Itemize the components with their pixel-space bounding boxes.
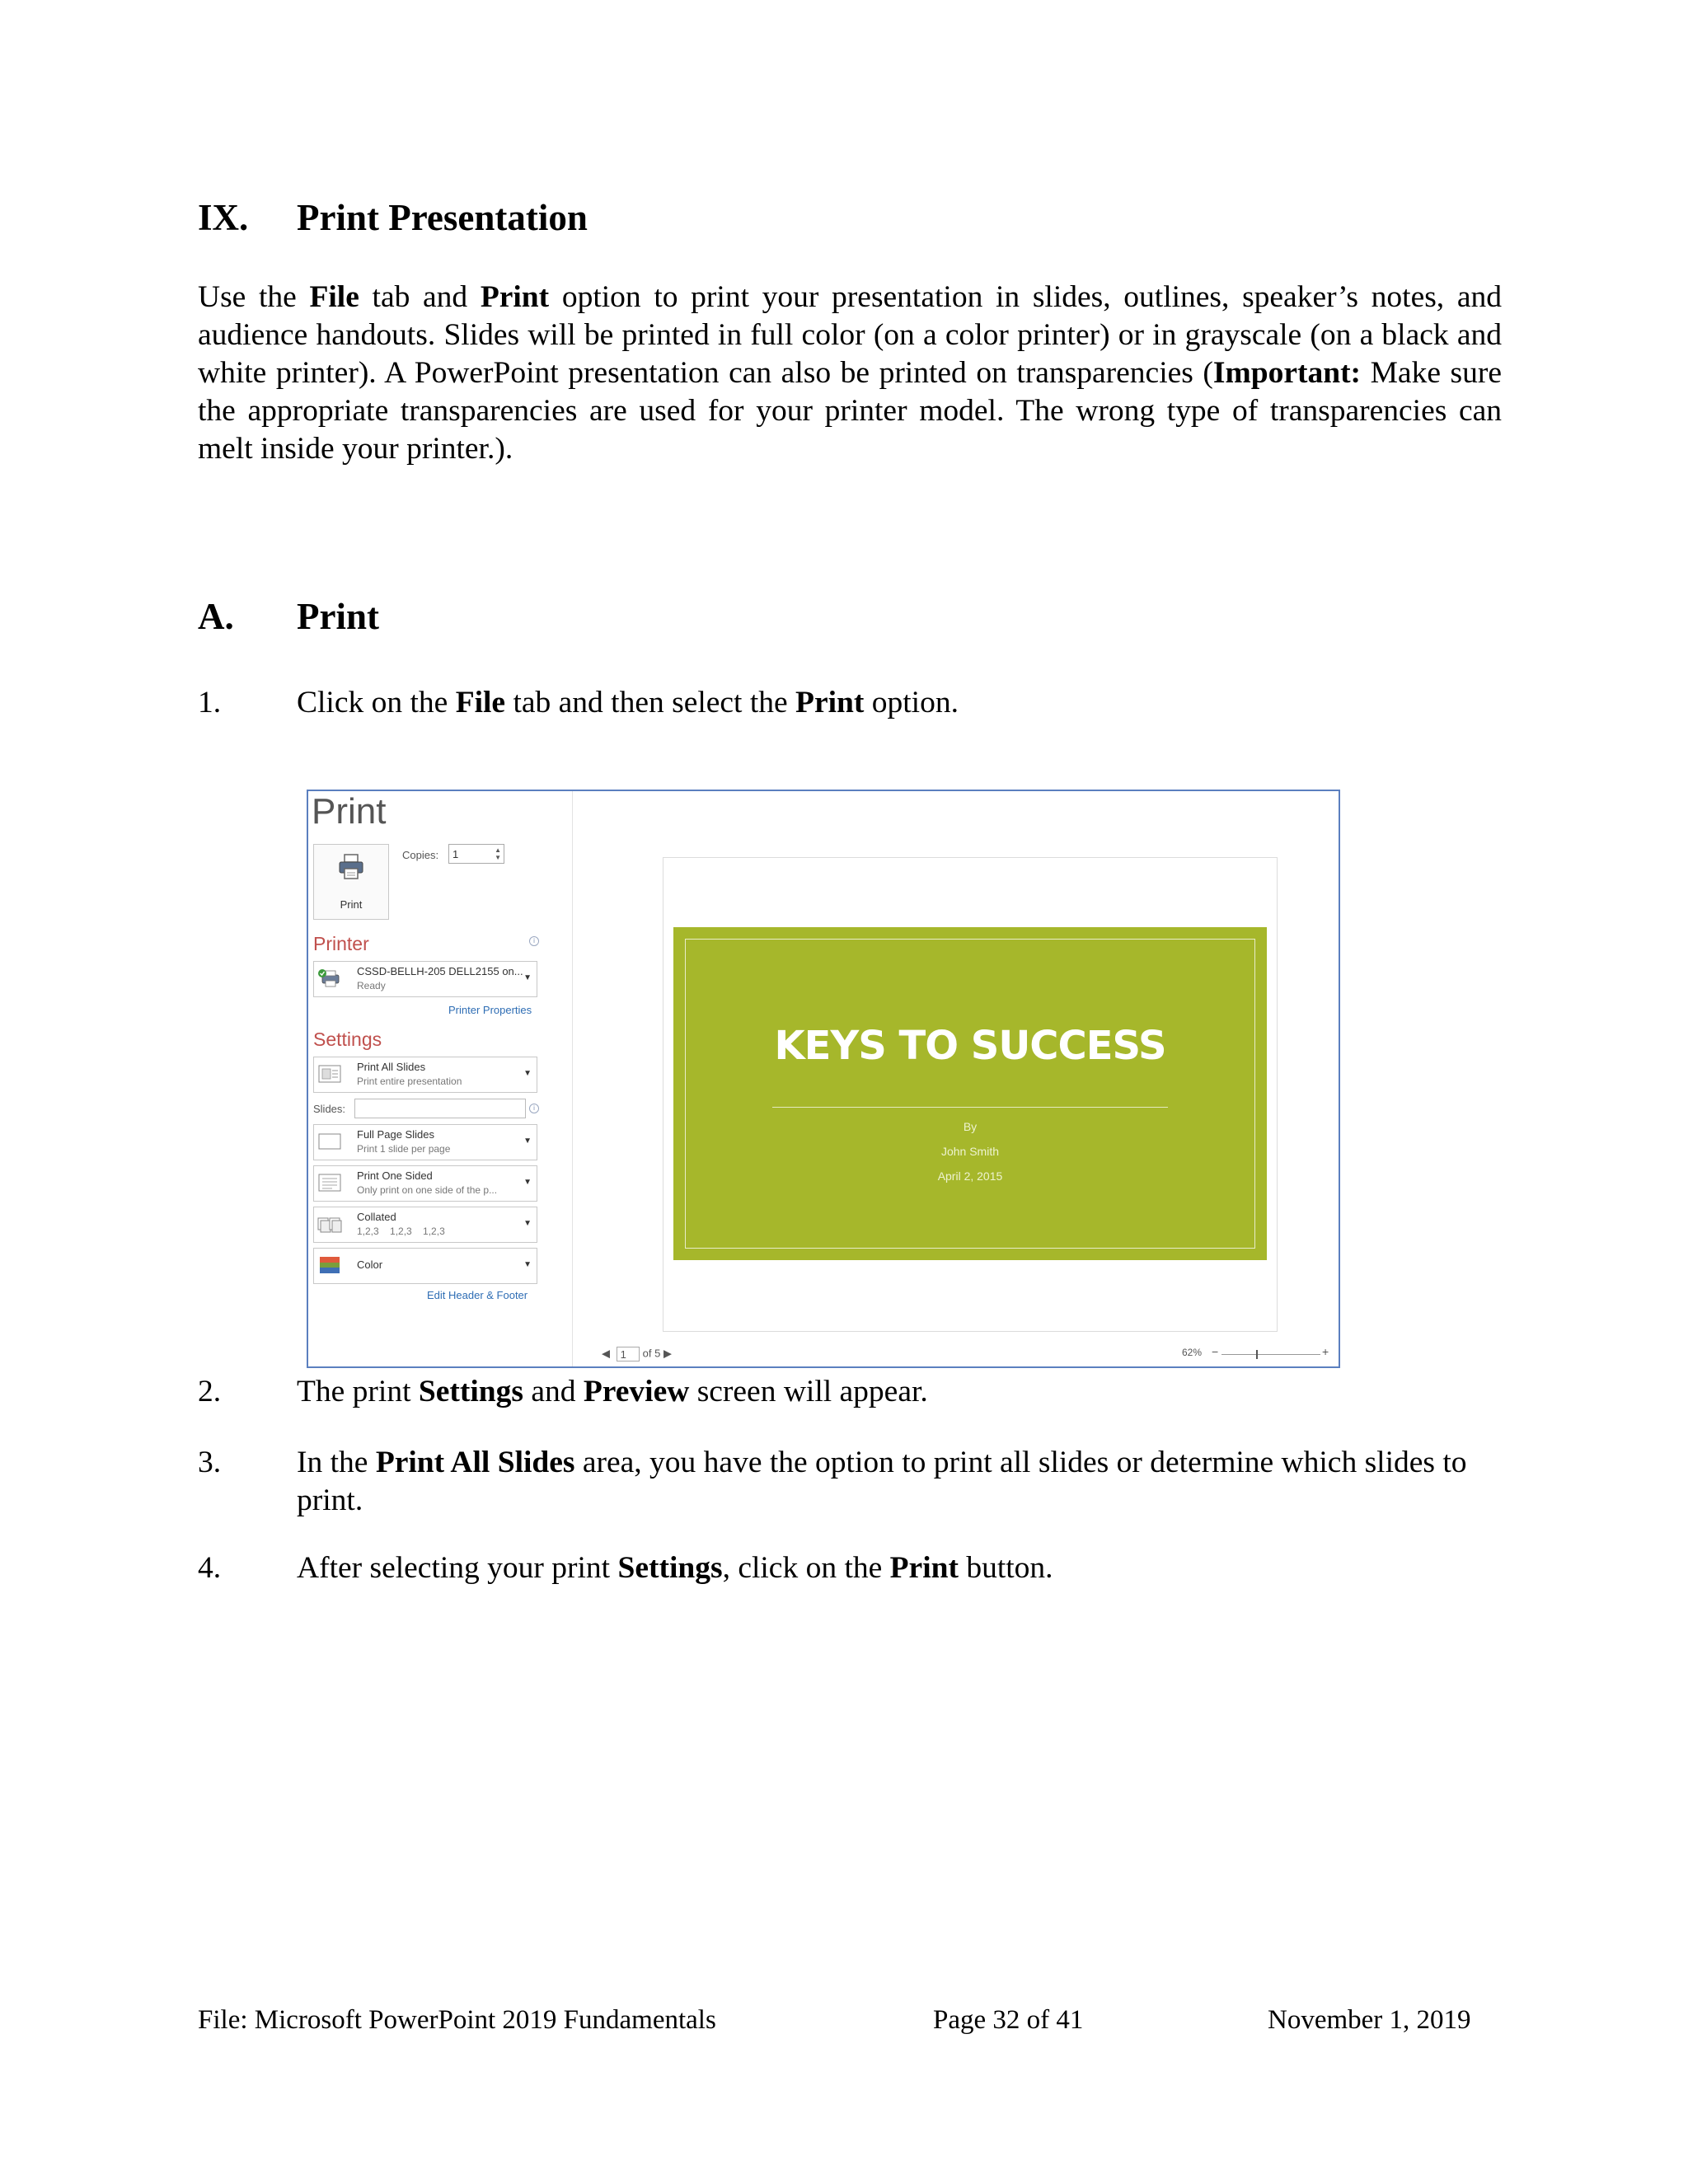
step-text: After selecting your print Settings, click on the Print button. <box>297 1551 1053 1585</box>
section-heading <box>198 196 1599 246</box>
zoom-slider[interactable] <box>1221 1354 1320 1355</box>
slide-author: John Smith <box>940 1145 1000 1158</box>
print-settings-pane <box>308 791 573 1366</box>
slides-input[interactable] <box>354 1099 526 1118</box>
slides-label: Slides: <box>313 1103 346 1115</box>
step-number: 3. <box>198 1446 222 1479</box>
one-sided-icon <box>317 1173 342 1193</box>
step-text: The print Settings and Preview screen will appear. <box>297 1375 928 1408</box>
full-page-icon <box>317 1132 342 1151</box>
chevron-down-icon: ▼ <box>523 1260 532 1269</box>
layout-sub: Print 1 slide per page <box>357 1143 451 1155</box>
slide-date: April 2, 2015 <box>937 1169 1003 1183</box>
print-dialog-screenshot <box>307 790 1340 1368</box>
printer-status: Ready <box>357 980 386 991</box>
print-title: Print <box>312 791 387 832</box>
copies-spinner-icon[interactable]: ▲ ▼ <box>495 846 501 861</box>
color-main: Color <box>357 1258 383 1271</box>
zoom-in-icon[interactable]: + <box>1322 1345 1329 1358</box>
collate-sub: 1,2,3 1,2,3 1,2,3 <box>357 1226 445 1237</box>
collate-main: Collated <box>357 1211 396 1223</box>
color-dropdown[interactable] <box>313 1248 537 1284</box>
sides-main: Print One Sided <box>357 1169 433 1182</box>
print-range-main: Print All Slides <box>357 1061 426 1073</box>
intro-text: tab and <box>359 280 481 314</box>
step-number: 1. <box>198 686 222 719</box>
info-icon[interactable]: i <box>529 1104 539 1113</box>
sides-dropdown[interactable] <box>313 1165 537 1202</box>
footer-page-number: Page 32 of 41 <box>933 2005 1084 2035</box>
collate-dropdown[interactable] <box>313 1207 537 1243</box>
slides-icon <box>317 1064 342 1084</box>
step-item <box>198 1549 1502 1591</box>
intro-bold: Important: <box>1212 356 1362 390</box>
collated-icon <box>317 1214 342 1234</box>
print-range-dropdown[interactable] <box>313 1057 537 1093</box>
print-button-label: Print <box>340 898 363 911</box>
step-item <box>198 1373 1502 1414</box>
section-number: IX. <box>198 197 249 238</box>
zoom-slider-thumb[interactable] <box>1256 1350 1258 1359</box>
intro-text: Use the <box>198 280 310 314</box>
zoom-level: 62% <box>1182 1347 1203 1358</box>
settings-heading: Settings <box>313 1029 382 1050</box>
page-navigation <box>602 1347 672 1361</box>
layout-main: Full Page Slides <box>357 1128 434 1141</box>
copies-label: Copies: <box>402 849 439 861</box>
printer-properties-link[interactable]: Printer Properties <box>448 1004 532 1016</box>
zoom-out-icon[interactable]: − <box>1212 1345 1219 1358</box>
page-count: of 5 <box>642 1347 661 1360</box>
intro-bold: File <box>309 280 359 314</box>
section-title: Print Presentation <box>297 197 588 238</box>
subsection-title: Print <box>297 596 379 637</box>
intro-bold: Print <box>480 280 550 314</box>
chevron-down-icon: ▼ <box>523 1178 532 1187</box>
printer-dropdown[interactable] <box>313 961 537 997</box>
edit-header-footer-link[interactable]: Edit Header & Footer <box>427 1289 528 1301</box>
print-preview-page <box>663 857 1278 1332</box>
print-range-sub: Print entire presentation <box>357 1076 462 1087</box>
intro-text: Make sure the appropriate transparencies are used for your printer model. The wrong type of transparencies can melt inside your printer.). <box>198 356 1502 466</box>
footer-file: File: Microsoft PowerPoint 2019 Fundamentals <box>198 2005 716 2035</box>
printer-name: CSSD-BELLH-205 DELL2155 on... <box>357 965 523 977</box>
sides-sub: Only print on one side of the p... <box>357 1184 498 1196</box>
footer-date: November 1, 2019 <box>1268 2005 1471 2035</box>
printer-icon <box>337 853 365 881</box>
subsection-letter: A. <box>198 596 234 637</box>
slide-frame <box>685 939 1255 1249</box>
slide-by: By <box>963 1120 978 1133</box>
slide-divider <box>772 1107 1168 1108</box>
color-icon <box>317 1255 342 1275</box>
step-text: Click on the File tab and then select the Print option. <box>297 686 959 719</box>
subsection-heading <box>198 595 1599 644</box>
info-icon[interactable]: i <box>529 936 539 946</box>
next-page-icon[interactable]: ▶ <box>663 1347 672 1360</box>
chevron-down-icon: ▼ <box>523 1069 532 1078</box>
step-text: In the Print All Slides area, you have the option to print all slides or determine which slides to print. <box>297 1446 1467 1517</box>
print-button[interactable] <box>313 844 389 920</box>
copies-input[interactable] <box>448 844 504 864</box>
layout-dropdown[interactable] <box>313 1124 537 1160</box>
printer-ready-icon <box>317 968 342 988</box>
printer-heading: Printer <box>313 933 369 954</box>
chevron-down-icon: ▼ <box>523 1137 532 1146</box>
slide-preview <box>673 927 1267 1260</box>
prev-page-icon[interactable]: ◀ <box>602 1347 610 1360</box>
intro-text: option to print your presentation in slides, outlines, speaker’s notes, and audience handouts. Slides will be printed in full color (on a color printer) or in grayscale (on a black and white printer). A PowerPoint presentation can also be printed on transparencies ( <box>198 280 1502 390</box>
step-item <box>198 1444 1502 1526</box>
intro-paragraph <box>198 279 1502 468</box>
copies-value: 1 <box>452 848 459 860</box>
chevron-down-icon: ▼ <box>523 1219 532 1228</box>
step-number: 2. <box>198 1375 222 1408</box>
step-number: 4. <box>198 1551 222 1585</box>
chevron-down-icon: ▼ <box>523 973 532 982</box>
step-item <box>198 684 1502 725</box>
slide-title: KEYS TO SUCCESS <box>774 1023 1166 1069</box>
page-number-input[interactable]: 1 <box>617 1347 640 1361</box>
